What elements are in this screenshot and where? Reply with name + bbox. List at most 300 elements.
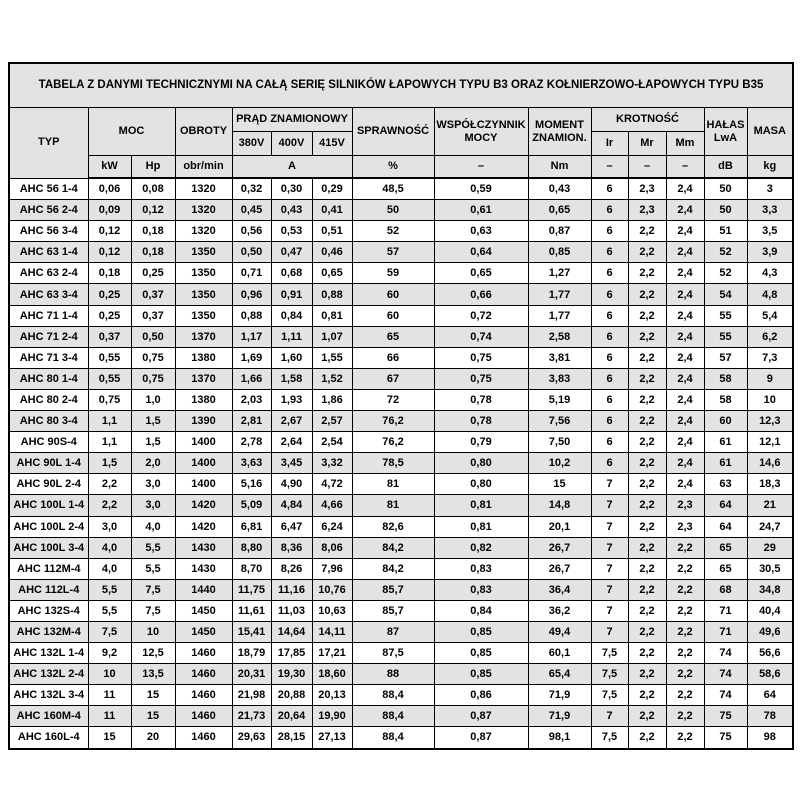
table-cell: 1460 xyxy=(175,664,232,685)
unit-dash-ir: – xyxy=(591,156,628,179)
table-cell: 1,60 xyxy=(271,347,312,368)
table-cell: 74 xyxy=(704,664,747,685)
table-cell: 48,5 xyxy=(352,178,434,200)
table-cell: 65 xyxy=(352,326,434,347)
cell-typ: AHC 90L 2-4 xyxy=(9,474,88,495)
table-cell: 0,37 xyxy=(88,326,131,347)
table-cell: 3,5 xyxy=(747,221,793,242)
table-cell: 0,12 xyxy=(88,242,131,263)
cell-typ: AHC 160L-4 xyxy=(9,727,88,749)
table-cell: 0,85 xyxy=(434,621,528,642)
table-cell: 1430 xyxy=(175,537,232,558)
cell-typ: AHC 90L 1-4 xyxy=(9,453,88,474)
table-cell: 7,3 xyxy=(747,347,793,368)
table-cell: 1320 xyxy=(175,221,232,242)
cell-typ: AHC 71 3-4 xyxy=(9,347,88,368)
table-cell: 71,9 xyxy=(528,685,591,706)
table-cell: 2,0 xyxy=(131,453,175,474)
table-cell: 54 xyxy=(704,284,747,305)
table-cell: 0,65 xyxy=(528,200,591,221)
cell-typ: AHC 132L 3-4 xyxy=(9,685,88,706)
table-cell: 0,50 xyxy=(131,326,175,347)
table-cell: 2,3 xyxy=(666,516,704,537)
header-obroty: OBROTY xyxy=(175,108,232,156)
table-row xyxy=(9,537,793,558)
table-cell: 15 xyxy=(131,685,175,706)
table-cell: 1,69 xyxy=(232,347,271,368)
table-row xyxy=(9,495,793,516)
table-cell: 5,5 xyxy=(131,558,175,579)
unit-kw: kW xyxy=(88,156,131,179)
cell-typ: AHC 56 3-4 xyxy=(9,221,88,242)
table-cell: 2,4 xyxy=(666,453,704,474)
table-cell: 1400 xyxy=(175,432,232,453)
table-row xyxy=(9,621,793,642)
table-cell: 3,83 xyxy=(528,368,591,389)
table-cell: 0,06 xyxy=(88,178,131,200)
unit-obr-min: obr/min xyxy=(175,156,232,179)
table-cell: 63 xyxy=(704,474,747,495)
table-cell: 6 xyxy=(591,389,628,410)
table-cell: 1,77 xyxy=(528,305,591,326)
table-cell: 2,2 xyxy=(628,389,666,410)
table-cell: 0,81 xyxy=(312,305,352,326)
table-cell: 0,82 xyxy=(434,537,528,558)
table-cell: 6 xyxy=(591,326,628,347)
table-cell: 4,3 xyxy=(747,263,793,284)
table-cell: 1460 xyxy=(175,685,232,706)
table-cell: 11 xyxy=(88,706,131,727)
table-cell: 7,5 xyxy=(591,727,628,749)
table-cell: 15 xyxy=(131,706,175,727)
table-cell: 2,64 xyxy=(271,432,312,453)
table-cell: 6 xyxy=(591,305,628,326)
header-masa: MASA xyxy=(747,108,793,156)
table-cell: 0,64 xyxy=(434,242,528,263)
table-cell: 2,78 xyxy=(232,432,271,453)
cell-typ: AHC 56 1-4 xyxy=(9,178,88,200)
table-cell: 1400 xyxy=(175,453,232,474)
table-cell: 58,6 xyxy=(747,664,793,685)
table-cell: 1320 xyxy=(175,178,232,200)
table-cell: 8,80 xyxy=(232,537,271,558)
table-cell: 1,1 xyxy=(88,411,131,432)
table-cell: 2,2 xyxy=(88,495,131,516)
table-cell: 0,88 xyxy=(232,305,271,326)
table-row xyxy=(9,453,793,474)
table-row xyxy=(9,305,793,326)
table-row xyxy=(9,474,793,495)
table-cell: 21,98 xyxy=(232,685,271,706)
table-cell: 71 xyxy=(704,600,747,621)
table-cell: 2,2 xyxy=(666,579,704,600)
table-cell: 7,56 xyxy=(528,411,591,432)
table-cell: 64 xyxy=(747,685,793,706)
table-cell: 7 xyxy=(591,558,628,579)
table-cell: 6 xyxy=(591,221,628,242)
table-cell: 7,50 xyxy=(528,432,591,453)
header-typ: TYP xyxy=(9,108,88,179)
table-cell: 1320 xyxy=(175,200,232,221)
table-cell: 65,4 xyxy=(528,664,591,685)
table-cell: 81 xyxy=(352,495,434,516)
technical-data-table xyxy=(8,62,794,750)
cell-typ: AHC 132S-4 xyxy=(9,600,88,621)
table-cell: 1,55 xyxy=(312,347,352,368)
table-cell: 0,68 xyxy=(271,263,312,284)
table-row xyxy=(9,664,793,685)
header-krotnosc: KROTNOŚĆ xyxy=(591,108,704,132)
table-cell: 6 xyxy=(591,284,628,305)
table-cell: 6 xyxy=(591,368,628,389)
table-cell: 76,2 xyxy=(352,432,434,453)
table-cell: 0,45 xyxy=(232,200,271,221)
table-cell: 0,72 xyxy=(434,305,528,326)
table-cell: 85,7 xyxy=(352,600,434,621)
cell-typ: AHC 63 2-4 xyxy=(9,263,88,284)
table-cell: 2,2 xyxy=(628,411,666,432)
table-cell: 0,25 xyxy=(88,305,131,326)
table-cell: 98,1 xyxy=(528,727,591,749)
table-row xyxy=(9,347,793,368)
table-cell: 3 xyxy=(747,178,793,200)
table-cell: 0,51 xyxy=(312,221,352,242)
table-cell: 4,0 xyxy=(131,516,175,537)
table-cell: 59 xyxy=(352,263,434,284)
table-cell: 2,2 xyxy=(628,664,666,685)
table-cell: 6,24 xyxy=(312,516,352,537)
table-cell: 74 xyxy=(704,685,747,706)
table-row xyxy=(9,579,793,600)
table-cell: 10 xyxy=(131,621,175,642)
table-cell: 0,86 xyxy=(434,685,528,706)
table-cell: 2,54 xyxy=(312,432,352,453)
table-cell: 10 xyxy=(88,664,131,685)
table-cell: 2,2 xyxy=(628,495,666,516)
table-cell: 60,1 xyxy=(528,643,591,664)
table-cell: 2,2 xyxy=(628,347,666,368)
table-cell: 57 xyxy=(352,242,434,263)
table-cell: 2,4 xyxy=(666,221,704,242)
cell-typ: AHC 56 2-4 xyxy=(9,200,88,221)
table-cell: 5,5 xyxy=(88,600,131,621)
table-cell: 21 xyxy=(747,495,793,516)
table-cell: 0,32 xyxy=(232,178,271,200)
table-cell: 1440 xyxy=(175,579,232,600)
table-cell: 4,0 xyxy=(88,537,131,558)
header-415v: 415V xyxy=(312,132,352,156)
unit-percent: % xyxy=(352,156,434,179)
header-moment-znamion: MOMENT ZNAMION. xyxy=(528,108,591,156)
table-cell: 0,53 xyxy=(271,221,312,242)
table-cell: 14,11 xyxy=(312,621,352,642)
table-cell: 1,07 xyxy=(312,326,352,347)
table-cell: 3,0 xyxy=(88,516,131,537)
table-cell: 7,5 xyxy=(591,685,628,706)
table-cell: 68 xyxy=(704,579,747,600)
table-cell: 4,90 xyxy=(271,474,312,495)
table-cell: 1380 xyxy=(175,347,232,368)
table-cell: 5,16 xyxy=(232,474,271,495)
table-cell: 49,4 xyxy=(528,621,591,642)
table-cell: 0,75 xyxy=(131,347,175,368)
table-cell: 0,83 xyxy=(434,579,528,600)
table-cell: 1390 xyxy=(175,411,232,432)
table-cell: 15 xyxy=(528,474,591,495)
table-cell: 7,5 xyxy=(88,621,131,642)
table-cell: 18,60 xyxy=(312,664,352,685)
table-cell: 6 xyxy=(591,242,628,263)
table-cell: 0,75 xyxy=(434,368,528,389)
table-cell: 1,5 xyxy=(131,432,175,453)
table-cell: 0,09 xyxy=(88,200,131,221)
table-cell: 8,06 xyxy=(312,537,352,558)
cell-typ: AHC 63 3-4 xyxy=(9,284,88,305)
table-cell: 2,2 xyxy=(628,579,666,600)
table-cell: 6,47 xyxy=(271,516,312,537)
table-cell: 11,16 xyxy=(271,579,312,600)
table-cell: 2,2 xyxy=(666,558,704,579)
table-cell: 0,65 xyxy=(312,263,352,284)
table-cell: 4,8 xyxy=(747,284,793,305)
table-cell: 2,2 xyxy=(628,621,666,642)
header-moc: MOC xyxy=(88,108,175,156)
table-cell: 2,4 xyxy=(666,326,704,347)
table-cell: 2,58 xyxy=(528,326,591,347)
table-cell: 5,09 xyxy=(232,495,271,516)
table-cell: 3,63 xyxy=(232,453,271,474)
cell-typ: AHC 90S-4 xyxy=(9,432,88,453)
header-halas-lwa: HAŁAS LwA xyxy=(704,108,747,156)
table-cell: 13,5 xyxy=(131,664,175,685)
table-cell: 2,4 xyxy=(666,347,704,368)
table-cell: 9 xyxy=(747,368,793,389)
table-cell: 0,85 xyxy=(528,242,591,263)
cell-typ: AHC 80 2-4 xyxy=(9,389,88,410)
table-cell: 6 xyxy=(591,453,628,474)
table-cell: 2,81 xyxy=(232,411,271,432)
table-cell: 0,91 xyxy=(271,284,312,305)
table-cell: 0,66 xyxy=(434,284,528,305)
table-cell: 27,13 xyxy=(312,727,352,749)
table-cell: 2,2 xyxy=(628,706,666,727)
table-cell: 7 xyxy=(591,621,628,642)
table-cell: 1450 xyxy=(175,621,232,642)
table-row xyxy=(9,368,793,389)
table-cell: 2,2 xyxy=(628,727,666,749)
table-cell: 2,2 xyxy=(628,643,666,664)
unit-nm: Nm xyxy=(528,156,591,179)
header-wspolczynnik-mocy: WSPÓŁCZYNNIK MOCY xyxy=(434,108,528,156)
table-cell: 55 xyxy=(704,326,747,347)
table-cell: 6,2 xyxy=(747,326,793,347)
table-cell: 11,03 xyxy=(271,600,312,621)
table-cell: 1350 xyxy=(175,284,232,305)
table-row xyxy=(9,200,793,221)
cell-typ: AHC 132M-4 xyxy=(9,621,88,642)
table-cell: 28,15 xyxy=(271,727,312,749)
table-cell: 0,12 xyxy=(131,200,175,221)
table-cell: 2,2 xyxy=(628,432,666,453)
table-cell: 0,71 xyxy=(232,263,271,284)
table-row xyxy=(9,263,793,284)
table-cell: 2,2 xyxy=(666,685,704,706)
table-cell: 2,3 xyxy=(666,495,704,516)
table-cell: 5,19 xyxy=(528,389,591,410)
unit-amps: A xyxy=(232,156,352,179)
table-cell: 2,4 xyxy=(666,305,704,326)
table-cell: 0,08 xyxy=(131,178,175,200)
table-cell: 88,4 xyxy=(352,706,434,727)
table-cell: 0,78 xyxy=(434,389,528,410)
table-cell: 7 xyxy=(591,600,628,621)
table-cell: 1,77 xyxy=(528,284,591,305)
table-cell: 8,26 xyxy=(271,558,312,579)
table-cell: 0,85 xyxy=(434,664,528,685)
table-cell: 2,2 xyxy=(666,664,704,685)
table-row xyxy=(9,643,793,664)
table-cell: 1,5 xyxy=(131,411,175,432)
table-cell: 7,5 xyxy=(591,643,628,664)
table-cell: 57 xyxy=(704,347,747,368)
table-cell: 2,4 xyxy=(666,178,704,200)
table-cell: 61 xyxy=(704,453,747,474)
table-cell: 66 xyxy=(352,347,434,368)
table-cell: 4,72 xyxy=(312,474,352,495)
table-cell: 2,2 xyxy=(628,326,666,347)
cell-typ: AHC 132L 2-4 xyxy=(9,664,88,685)
table-cell: 2,2 xyxy=(628,600,666,621)
table-cell: 2,2 xyxy=(628,474,666,495)
table-cell: 5,5 xyxy=(88,579,131,600)
table-cell: 7,5 xyxy=(131,600,175,621)
table-cell: 4,84 xyxy=(271,495,312,516)
table-cell: 1,93 xyxy=(271,389,312,410)
table-cell: 5,5 xyxy=(131,537,175,558)
table-cell: 65 xyxy=(704,558,747,579)
table-cell: 1,86 xyxy=(312,389,352,410)
table-cell: 3,3 xyxy=(747,200,793,221)
table-cell: 1460 xyxy=(175,643,232,664)
table-cell: 20,1 xyxy=(528,516,591,537)
table-cell: 84,2 xyxy=(352,558,434,579)
table-cell: 10 xyxy=(747,389,793,410)
table-cell: 2,2 xyxy=(628,537,666,558)
table-cell: 2,4 xyxy=(666,263,704,284)
table-cell: 19,30 xyxy=(271,664,312,685)
table-row xyxy=(9,178,793,200)
table-cell: 12,3 xyxy=(747,411,793,432)
table-cell: 0,12 xyxy=(88,221,131,242)
table-cell: 7,5 xyxy=(591,664,628,685)
table-cell: 0,81 xyxy=(434,495,528,516)
header-row-groups xyxy=(9,108,793,132)
cell-typ: AHC 63 1-4 xyxy=(9,242,88,263)
table-cell: 2,2 xyxy=(628,453,666,474)
table-cell: 17,21 xyxy=(312,643,352,664)
table-cell: 7 xyxy=(591,706,628,727)
table-cell: 3,0 xyxy=(131,474,175,495)
table-row xyxy=(9,284,793,305)
table-cell: 6 xyxy=(591,200,628,221)
table-cell: 26,7 xyxy=(528,558,591,579)
table-cell: 0,30 xyxy=(271,178,312,200)
table-cell: 88,4 xyxy=(352,685,434,706)
table-cell: 88,4 xyxy=(352,727,434,749)
table-body xyxy=(9,178,793,749)
table-title: TABELA Z DANYMI TECHNICZNYMI NA CAŁĄ SERIĘ SILNIKÓW ŁAPOWYCH TYPU B3 ORAZ KOŁNIERZOWO-ŁAPOWYCH TYPU B35 xyxy=(9,63,793,108)
table-cell: 7 xyxy=(591,579,628,600)
table-row xyxy=(9,411,793,432)
table-cell: 10,63 xyxy=(312,600,352,621)
table-cell: 36,2 xyxy=(528,600,591,621)
table-cell: 58 xyxy=(704,368,747,389)
table-row xyxy=(9,221,793,242)
table-cell: 56,6 xyxy=(747,643,793,664)
table-cell: 0,56 xyxy=(232,221,271,242)
table-cell: 87 xyxy=(352,621,434,642)
table-cell: 0,87 xyxy=(434,727,528,749)
cell-typ: AHC 100L 2-4 xyxy=(9,516,88,537)
table-cell: 2,4 xyxy=(666,242,704,263)
table-cell: 65 xyxy=(704,537,747,558)
table-cell: 50 xyxy=(704,178,747,200)
table-cell: 11,61 xyxy=(232,600,271,621)
table-cell: 61 xyxy=(704,432,747,453)
table-cell: 1,11 xyxy=(271,326,312,347)
header-ir: Ir xyxy=(591,132,628,156)
cell-typ: AHC 71 1-4 xyxy=(9,305,88,326)
table-row xyxy=(9,685,793,706)
table-row xyxy=(9,389,793,410)
table-cell: 18,79 xyxy=(232,643,271,664)
table-cell: 1,27 xyxy=(528,263,591,284)
table-cell: 2,2 xyxy=(666,643,704,664)
header-mr: Mr xyxy=(628,132,666,156)
table-cell: 34,8 xyxy=(747,579,793,600)
table-cell: 6 xyxy=(591,263,628,284)
table-row xyxy=(9,558,793,579)
table-cell: 14,64 xyxy=(271,621,312,642)
table-cell: 2,2 xyxy=(628,263,666,284)
table-cell: 0,61 xyxy=(434,200,528,221)
table-row xyxy=(9,600,793,621)
table-cell: 0,65 xyxy=(434,263,528,284)
table-cell: 2,2 xyxy=(628,242,666,263)
table-cell: 6 xyxy=(591,432,628,453)
header-sprawnosc: SPRAWNOŚĆ xyxy=(352,108,434,156)
table-cell: 60 xyxy=(352,305,434,326)
table-cell: 88 xyxy=(352,664,434,685)
table-cell: 87,5 xyxy=(352,643,434,664)
table-cell: 15 xyxy=(88,727,131,749)
table-cell: 52 xyxy=(704,242,747,263)
table-cell: 1460 xyxy=(175,706,232,727)
header-prad-znamionowy: PRĄD ZNAMIONOWY xyxy=(232,108,352,132)
table-cell: 1450 xyxy=(175,600,232,621)
cell-typ: AHC 100L 3-4 xyxy=(9,537,88,558)
table-cell: 7 xyxy=(591,474,628,495)
unit-db: dB xyxy=(704,156,747,179)
table-cell: 2,2 xyxy=(88,474,131,495)
table-cell: 0,46 xyxy=(312,242,352,263)
table-cell: 1,17 xyxy=(232,326,271,347)
table-cell: 49,6 xyxy=(747,621,793,642)
header-380v: 380V xyxy=(232,132,271,156)
table-cell: 1430 xyxy=(175,558,232,579)
table-cell: 72 xyxy=(352,389,434,410)
table-cell: 0,18 xyxy=(131,242,175,263)
